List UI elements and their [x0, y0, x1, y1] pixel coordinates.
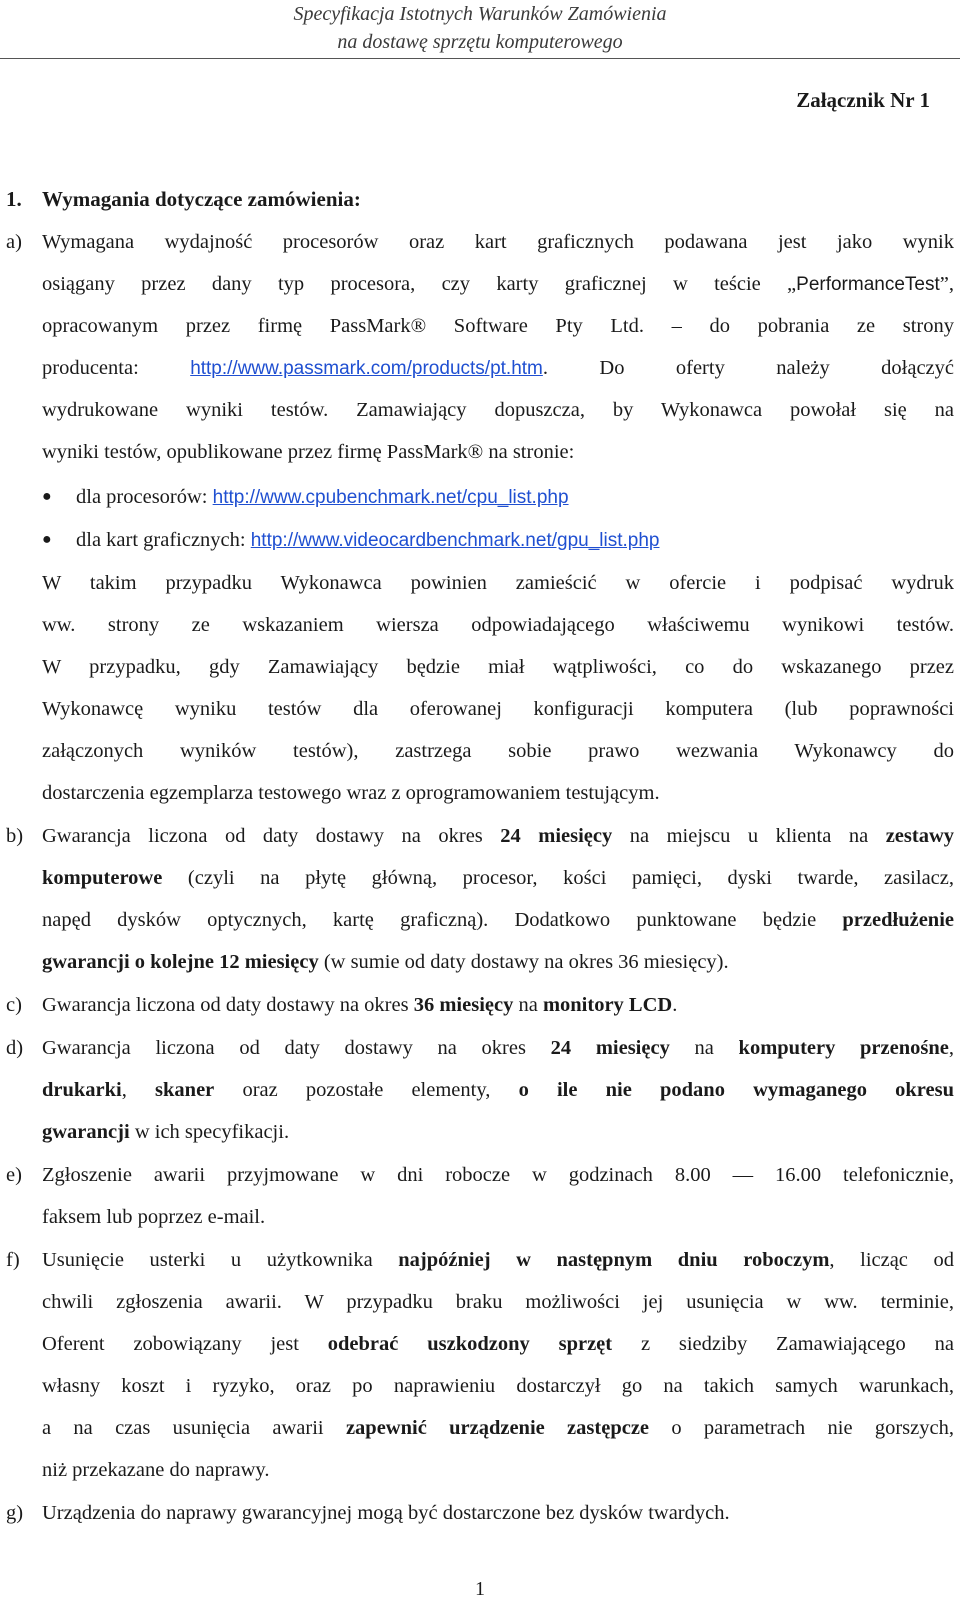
item-b-line-1: Gwarancja liczona od daty dostawy na okres 24 miesięcy na miejscu u klienta na zestawy — [42, 825, 954, 847]
item-b-line-3: napęd dysków optycznych, kartę graficzną). Dodatkowo punktowane będzie przedłużenie — [42, 909, 954, 931]
section-heading — [6, 187, 361, 212]
item-f-line-4: własny koszt i ryzyko, oraz po naprawieniu dostarczył go na takich samych warunkach, — [42, 1375, 954, 1397]
item-b-line-2: komputerowe (czyli na płytę główną, procesor, kości pamięci, dyski twarde, zasilacz, — [42, 867, 954, 889]
bullet-cpu: dla procesorów: http://www.cpubenchmark.net/cpu_list.php — [76, 486, 569, 508]
bullet-icon: ● — [42, 531, 52, 548]
item-a-line-10: Wykonawcę wyniku testów dla oferowanej konfiguracji komputera (lub poprawności — [42, 698, 954, 720]
cpu-benchmark-link[interactable]: http://www.cpubenchmark.net/cpu_list.php — [212, 487, 569, 508]
item-a-line-11: załączonych wyników testów), zastrzega sobie prawo wezwania Wykonawcy do — [42, 740, 954, 762]
item-a-line-5: wydrukowane wyniki testów. Zamawiający dopuszcza, by Wykonawca powołał się na — [42, 399, 954, 421]
item-e-line-2: faksem lub poprzez e-mail. — [42, 1206, 266, 1228]
item-d-line-3: gwarancji w ich specyfikacji. — [42, 1121, 290, 1143]
item-g-line-1: Urządzenia do naprawy gwarancyjnej mogą być dostarczone bez dysków twardych. — [42, 1502, 730, 1524]
item-d-line-1: Gwarancja liczona od daty dostawy na okres 24 miesięcy na komputery przenośne, — [42, 1037, 954, 1059]
item-e-label: e) — [6, 1164, 22, 1186]
section-title: Wymagania dotyczące zamówienia: — [42, 187, 361, 211]
item-a-line-2: osiągany przez dany typ procesora, czy karty graficznej w teście „PerformanceTest”, — [42, 273, 954, 295]
item-a-line-9: W przypadku, gdy Zamawiający będzie miał wątpliwości, co do wskazanego przez — [42, 656, 954, 678]
item-a-line-12: dostarczenia egzemplarza testowego wraz z oprogramowaniem testującym. — [42, 782, 660, 804]
section-number: 1. — [6, 187, 22, 211]
item-f-line-3: Oferent zobowiązany jest odebrać uszkodzony sprzęt z siedziby Zamawiającego na — [42, 1333, 954, 1355]
item-a-label: a) — [6, 231, 22, 253]
header-title-line2: na dostawę sprzętu komputerowego — [337, 31, 623, 53]
bullet-gpu: dla kart graficznych: http://www.videocardbenchmark.net/gpu_list.php — [76, 529, 660, 551]
page-number: 1 — [475, 1578, 485, 1600]
item-f-label: f) — [6, 1249, 20, 1271]
item-c-line-1: Gwarancja liczona od daty dostawy na okres 36 miesięcy na monitory LCD. — [42, 994, 678, 1016]
item-f-line-1: Usunięcie usterki u użytkownika najpóźniej w następnym dniu roboczym, licząc od — [42, 1249, 954, 1271]
passmark-link[interactable]: http://www.passmark.com/products/pt.htm — [190, 358, 543, 379]
header-divider — [0, 58, 960, 59]
item-f-line-6: niż przekazane do naprawy. — [42, 1459, 270, 1481]
item-a-line-3: opracowanym przez firmę PassMark® Software Pty Ltd. – do pobrania ze strony — [42, 315, 954, 337]
document-header — [0, 0, 960, 56]
item-d-line-2: drukarki, skaner oraz pozostałe elementy, o ile nie podano wymaganego okresu — [42, 1079, 955, 1101]
performancetest-name: PerformanceTest — [796, 274, 940, 295]
item-b-label: b) — [6, 825, 24, 847]
item-g-label: g) — [6, 1502, 24, 1524]
bullet-icon: ● — [42, 488, 52, 505]
item-a-line-8: ww. strony ze wskazaniem wiersza odpowiadającego właściwemu wynikowi testów. — [42, 614, 954, 636]
item-b-line-4: gwarancji o kolejne 12 miesięcy (w sumie od daty dostawy na okres 36 miesięcy). — [42, 951, 729, 973]
item-c-label: c) — [6, 994, 22, 1016]
header-title-line1: Specyfikacja Istotnych Warunków Zamówienia — [293, 3, 667, 25]
item-e-line-1: Zgłoszenie awarii przyjmowane w dni robocze w godzinach 8.00 — 16.00 telefonicznie, — [42, 1164, 954, 1186]
item-a-line-7: W takim przypadku Wykonawca powinien zamieścić w ofercie i podpisać wydruk — [42, 572, 954, 594]
annex-label: Załącznik Nr 1 — [796, 88, 930, 112]
item-f-line-5: a na czas usunięcia awarii zapewnić urządzenie zastępcze o parametrach nie gorszych, — [42, 1417, 954, 1439]
item-a-line-1: Wymagana wydajność procesorów oraz kart graficznych podawana jest jako wynik — [42, 231, 954, 253]
gpu-benchmark-link[interactable]: http://www.videocardbenchmark.net/gpu_list.php — [250, 530, 660, 551]
item-a-line-4: producenta: http://www.passmark.com/products/pt.htm. Do oferty należy dołączyć — [42, 357, 954, 379]
item-d-label: d) — [6, 1037, 24, 1059]
item-a-line-6: wyniki testów, opublikowane przez firmę PassMark® na stronie: — [42, 441, 575, 463]
item-f-line-2: chwili zgłoszenia awarii. W przypadku braku możliwości jej usunięcia w ww. terminie, — [42, 1291, 954, 1313]
